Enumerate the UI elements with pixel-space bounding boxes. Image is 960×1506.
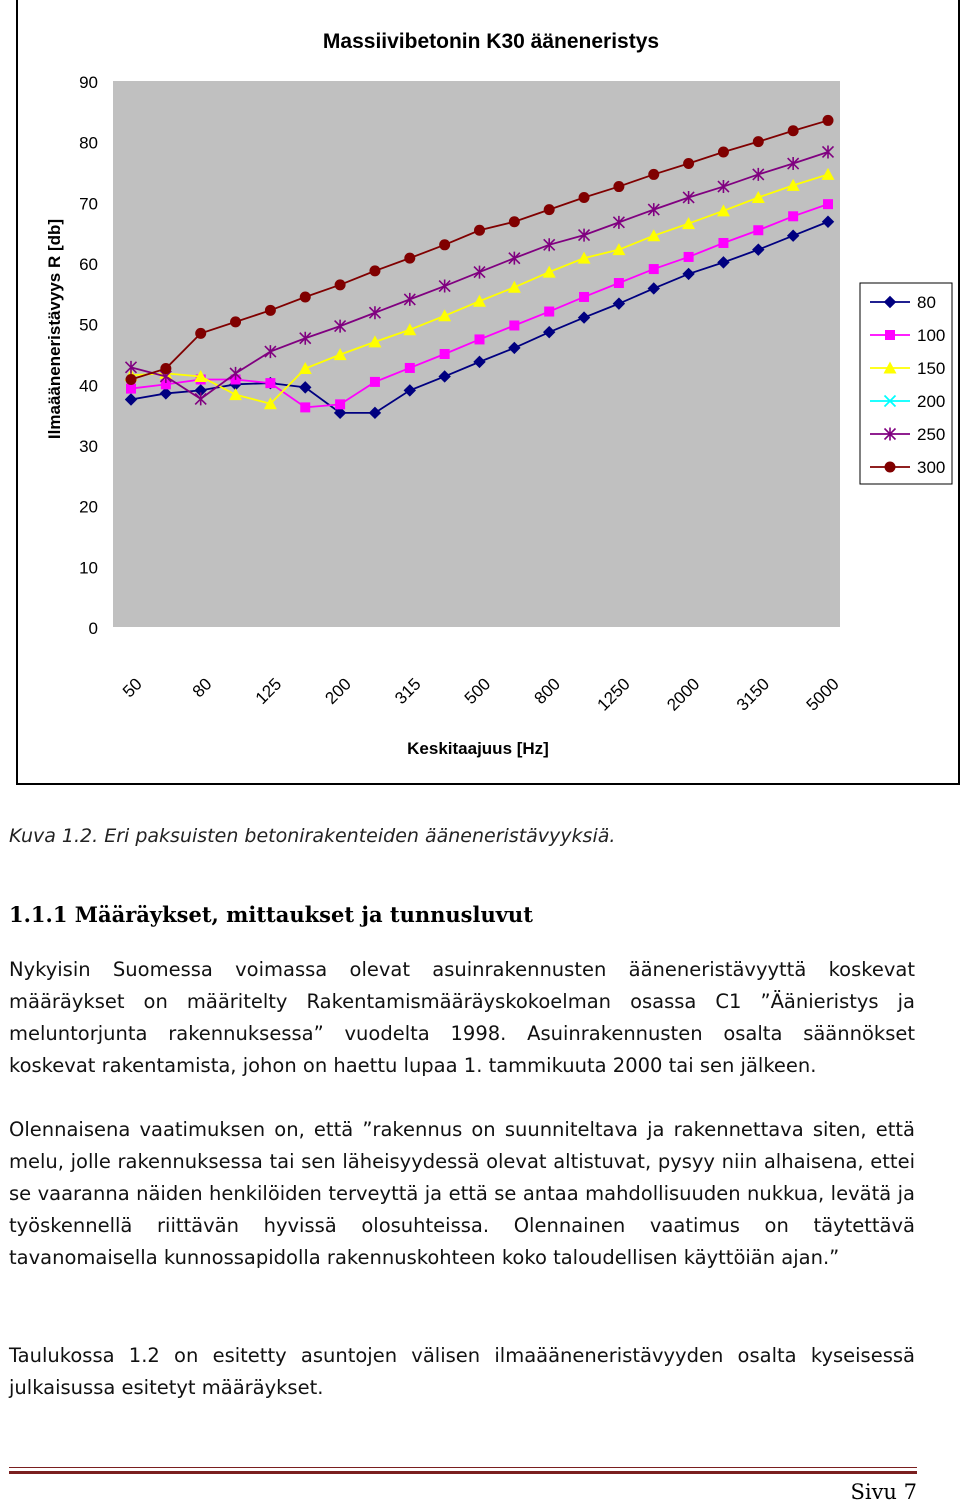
section-heading: 1.1.1 Määräykset, mittaukset ja tunnusluvut [9,902,533,927]
x-tick-label: 2000 [663,674,704,715]
data-point [788,211,798,221]
y-axis-label: Ilmaääneneristävyys R [db] [45,218,64,440]
legend-box [860,283,952,484]
x-tick-label: 1250 [593,674,634,715]
paragraph-2: Olennaisena vaatimuksen on, että ”rakennus on suunniteltava ja rakennettava siten, että melu, jolle rakennuksessa tai sen läheisyydessä olevat altistuvat, pysyy niin alhaisena, ettei se vaaranna näiden henkilöiden terveyttä ja että se antaa mahdollisuuden nukkua, levätä ja työskennellä riittävän hyvissä olosuhteissa. Olennainen vaatimus on täytettävä tavanomaisella kunnossapidolla rakennuskohteen koko taloudellisen käyttöiän ajan.” [9,1118,915,1269]
y-tick-label: 30 [79,437,98,456]
paragraph-3: Taulukossa 1.2 on esitetty asuntojen välisen ilmaääneneristävyyden osalta kyseisessä julkaisussa esitetyt määräykset. [9,1344,915,1399]
data-point [683,158,694,169]
x-tick-label: 3150 [732,674,774,715]
x-tick-label: 125 [251,674,286,708]
x-tick-label: 800 [530,674,565,708]
y-tick-label: 20 [79,497,98,517]
data-point [300,291,311,302]
data-point [335,279,346,290]
data-point [160,363,171,374]
data-point [579,192,590,203]
data-point [126,384,136,394]
data-point [370,377,380,387]
chart-title: Massiivibetonin K30 ääneneristys [322,30,660,53]
y-tick-label: 50 [79,315,98,335]
y-tick-label: 80 [79,133,98,153]
y-tick-label: 10 [79,558,98,578]
data-point [369,265,380,276]
data-point [440,349,450,359]
data-point [718,238,728,248]
data-point [823,199,833,209]
data-point [788,125,799,136]
legend-label: 100 [917,326,946,345]
page-number: Sivu 7 [850,1480,917,1504]
paragraph-1: Nykyisin Suomessa voimassa olevat asuinrakennusten ääneneristävyyttä koskevat määräykset on määritelty Rakentamismääräyskokoelman osassa C1 ”Äänieristys ja meluntorjunta rakennuksessa” vuodelta 1998. Asuinrakennusten osalta säännökset koskevat rakentamista, johon on haettu lupaa 1. tammikuuta 2000 tai sen jälkeen. [9,958,915,1077]
x-tick-label: 50 [119,674,146,702]
x-tick-label: 80 [188,674,216,702]
footer-rule-thin [9,1467,917,1468]
figure-caption: Kuva 1.2. Eri paksuisten betonirakenteiden ääneneristävyyksiä. [9,825,616,847]
y-tick-label: 0 [88,619,98,638]
x-tick-label: 200 [321,674,355,708]
legend-label: 80 [917,293,936,312]
data-point [509,216,520,227]
legend-label: 200 [917,392,946,411]
y-tick-label: 40 [79,376,98,396]
data-point [684,252,694,262]
legend-marker [885,462,896,473]
legend-label: 300 [917,458,946,477]
y-tick-label: 60 [79,255,98,274]
data-point [753,225,763,235]
data-point [509,320,519,330]
x-tick-label: 5000 [802,674,843,715]
data-point [439,239,450,250]
legend-label: 250 [917,425,946,444]
data-point [474,225,485,236]
data-point [753,136,764,147]
data-point [614,278,624,288]
data-point [126,374,137,385]
x-tick-label: 315 [391,674,425,708]
x-tick-label: 500 [460,674,495,708]
legend-label: 150 [917,359,946,378]
data-point [544,204,555,215]
x-axis-label: Keskitaajuus [Hz] [407,739,549,758]
y-tick-label: 90 [79,73,98,92]
data-point [718,146,729,157]
data-point [404,253,415,264]
chart-frame [16,0,960,785]
line-chart [18,0,958,783]
plot-area [113,81,840,627]
footer-rule-thick [9,1471,917,1474]
data-point [335,399,345,409]
data-point [649,264,659,274]
data-point [613,181,624,192]
legend-marker [885,330,895,340]
data-point [405,363,415,373]
data-point [823,115,834,126]
data-point [300,402,310,412]
data-point [648,169,659,180]
y-tick-label: 70 [79,194,98,214]
data-point [230,316,241,327]
data-point [265,378,275,388]
data-point [195,328,206,339]
data-point [265,305,276,316]
data-point [579,292,589,302]
data-point [544,307,554,317]
data-point [475,334,485,344]
